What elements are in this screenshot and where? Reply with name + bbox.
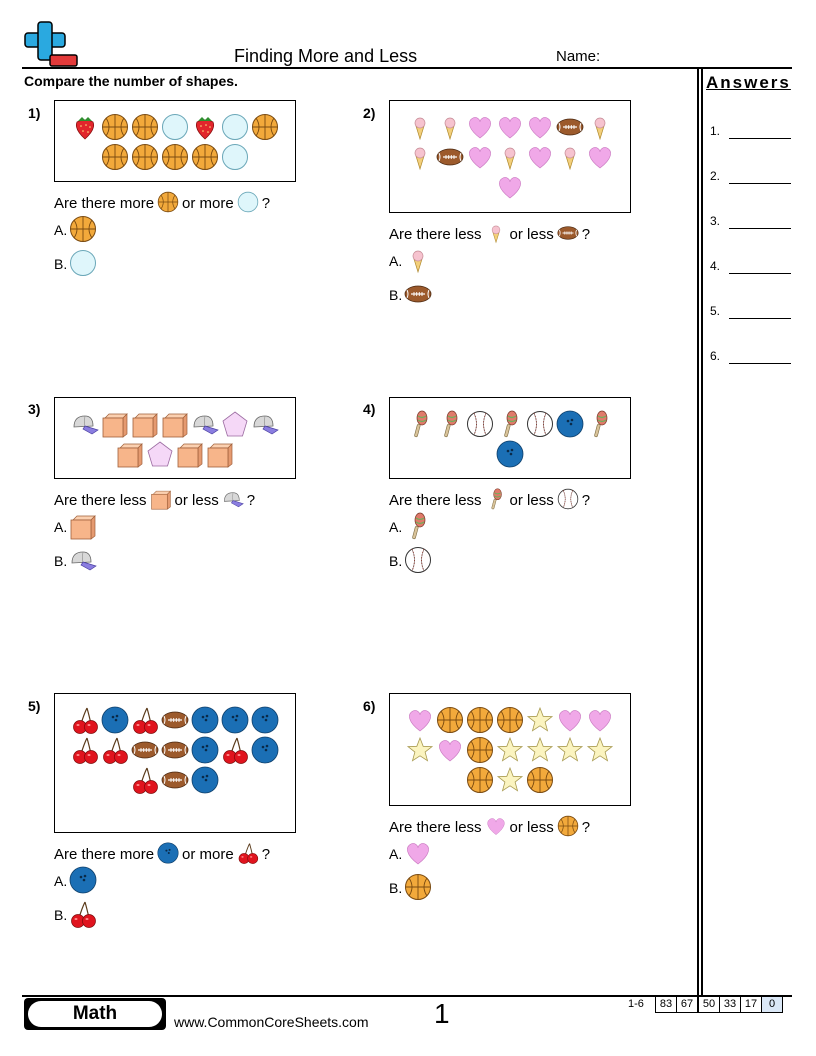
circle-icon [221, 143, 249, 176]
prompt-middle: or less [174, 492, 219, 509]
basketball-icon [466, 706, 494, 739]
option-b[interactable] [54, 900, 97, 931]
prompt-middle: or more [182, 846, 234, 863]
football-icon [404, 280, 432, 311]
option-b-label: B. [389, 880, 403, 896]
cube-icon [150, 488, 172, 514]
cube-icon [131, 410, 159, 443]
bowling-ball-icon [556, 410, 584, 443]
cap-icon [71, 410, 99, 443]
heart-icon [436, 736, 464, 769]
basketball-icon [69, 215, 97, 246]
football-icon [556, 113, 584, 146]
question-number: 5) [28, 698, 41, 714]
cherries-icon [131, 706, 159, 739]
maraca-icon [404, 512, 432, 543]
option-a[interactable] [389, 246, 432, 277]
heart-icon [485, 815, 507, 841]
star-icon [406, 736, 434, 769]
shape-group-box [54, 397, 296, 479]
basketball-icon [131, 113, 159, 146]
ice-cream-icon [436, 113, 464, 146]
question-number: 6) [363, 698, 376, 714]
cherries-icon [131, 766, 159, 799]
bowling-ball-icon [101, 706, 129, 739]
pentagon-icon [221, 410, 249, 443]
star-icon [556, 736, 584, 769]
prompt-start: Are there less [54, 492, 147, 509]
option-b-label: B. [54, 907, 68, 923]
cube-icon [101, 410, 129, 443]
bowling-ball-icon [496, 440, 524, 473]
shape-group-box [389, 693, 631, 806]
cherries-icon [69, 900, 97, 931]
basketball-icon [466, 766, 494, 799]
option-b[interactable] [54, 249, 97, 280]
option-b-label: B. [54, 553, 68, 569]
heart-icon [496, 113, 524, 146]
cube-icon [176, 440, 204, 473]
star-icon [496, 736, 524, 769]
answer-blank[interactable] [729, 228, 791, 229]
plus-minus-logo-icon [24, 22, 78, 68]
strawberry-icon [71, 113, 99, 146]
cherries-icon [101, 736, 129, 769]
maraca-icon [436, 410, 464, 443]
star-icon [526, 736, 554, 769]
heart-icon [466, 143, 494, 176]
score-cell: 17 [740, 996, 762, 1013]
prompt-start: Are there less [389, 226, 482, 243]
basketball-icon [436, 706, 464, 739]
football-icon [436, 143, 464, 176]
answer-number: 6. [710, 349, 721, 363]
maraca-icon [586, 410, 614, 443]
star-icon [526, 706, 554, 739]
answers-title: Answers [706, 73, 791, 92]
score-cell: 33 [719, 996, 741, 1013]
answer-blank[interactable] [729, 183, 791, 184]
option-a[interactable] [54, 512, 97, 543]
heart-icon [526, 143, 554, 176]
question-prompt [54, 488, 255, 514]
basketball-icon [404, 873, 432, 904]
cherries-icon [237, 842, 259, 868]
pentagon-icon [146, 440, 174, 473]
heart-icon [404, 839, 432, 870]
answer-blank[interactable] [729, 318, 791, 319]
prompt-start: Are there less [389, 492, 482, 509]
football-icon [131, 736, 159, 769]
heart-icon [586, 143, 614, 176]
heart-icon [556, 706, 584, 739]
circle-icon [237, 191, 259, 217]
heart-icon [406, 706, 434, 739]
option-b-label: B. [389, 287, 403, 303]
option-a-label: A. [389, 846, 403, 862]
prompt-end: ? [261, 846, 271, 863]
basketball-icon [157, 191, 179, 217]
option-b[interactable] [54, 546, 97, 577]
score-cell: 83 [655, 996, 677, 1013]
answer-number: 5. [710, 304, 721, 318]
basketball-icon [557, 815, 579, 841]
bowling-ball-icon [69, 866, 97, 897]
question-number: 4) [363, 401, 376, 417]
circle-icon [161, 113, 189, 146]
football-icon [161, 736, 189, 769]
option-b[interactable] [389, 873, 432, 904]
heart-icon [466, 113, 494, 146]
question-number: 2) [363, 105, 376, 121]
question-prompt [54, 842, 270, 868]
football-icon [557, 222, 579, 248]
instruction: Compare the number of shapes. [24, 73, 238, 89]
basketball-icon [131, 143, 159, 176]
cube-icon [161, 410, 189, 443]
football-icon [161, 706, 189, 739]
ice-cream-icon [586, 113, 614, 146]
prompt-end: ? [581, 819, 591, 836]
score-range: 1-6 [628, 998, 644, 1010]
prompt-end: ? [246, 492, 256, 509]
circle-icon [69, 249, 97, 280]
option-b[interactable] [389, 546, 432, 577]
cherries-icon [71, 706, 99, 739]
page-number: 1 [434, 998, 450, 1029]
prompt-start: Are there more [54, 195, 155, 212]
maraca-icon [485, 488, 507, 514]
bowling-ball-icon [251, 706, 279, 739]
basketball-icon [251, 113, 279, 146]
name-label: Name: [556, 48, 601, 65]
answer-number: 2. [710, 169, 721, 183]
cap-icon [222, 488, 244, 514]
prompt-start: Are there more [54, 846, 155, 863]
heart-icon [526, 113, 554, 146]
subject-badge [24, 998, 166, 1030]
basketball-icon [101, 113, 129, 146]
question-number: 3) [28, 401, 41, 417]
cube-icon [116, 440, 144, 473]
option-b[interactable] [389, 280, 432, 311]
basketball-icon [161, 143, 189, 176]
answer-column-divider-2 [701, 67, 703, 995]
answer-blank[interactable] [729, 138, 791, 139]
basketball-icon [101, 143, 129, 176]
option-a-label: A. [389, 519, 403, 535]
baseball-icon [404, 546, 432, 577]
cube-icon [206, 440, 234, 473]
question-prompt [54, 191, 270, 217]
option-a[interactable] [54, 215, 97, 246]
answer-blank[interactable] [729, 273, 791, 274]
heart-icon [496, 173, 524, 206]
prompt-middle: or more [182, 195, 234, 212]
cube-icon [69, 512, 97, 543]
basketball-icon [191, 143, 219, 176]
subject-label: Math [28, 1001, 162, 1027]
option-a[interactable] [389, 512, 432, 543]
score-cell: 0 [761, 996, 783, 1013]
score-table [656, 996, 783, 1013]
shape-group-box [54, 100, 296, 182]
cherries-icon [221, 736, 249, 769]
cherries-icon [71, 736, 99, 769]
football-icon [161, 766, 189, 799]
basketball-icon [526, 766, 554, 799]
shape-group-box [389, 397, 631, 479]
shape-group-box [389, 100, 631, 213]
prompt-end: ? [581, 226, 591, 243]
star-icon [496, 766, 524, 799]
option-a-label: A. [389, 253, 403, 269]
star-icon [586, 736, 614, 769]
prompt-middle: or less [509, 226, 554, 243]
prompt-middle: or less [509, 492, 554, 509]
answer-number: 3. [710, 214, 721, 228]
score-cell: 67 [676, 996, 698, 1013]
bowling-ball-icon [191, 766, 219, 799]
option-a[interactable] [54, 866, 97, 897]
ice-cream-icon [406, 143, 434, 176]
option-b-label: B. [54, 256, 68, 272]
option-b-label: B. [389, 553, 403, 569]
ice-cream-icon [556, 143, 584, 176]
ice-cream-icon [406, 113, 434, 146]
option-a-label: A. [54, 519, 68, 535]
prompt-middle: or less [509, 819, 554, 836]
score-cell: 50 [697, 996, 720, 1013]
baseball-icon [466, 410, 494, 443]
website-link[interactable]: www.CommonCoreSheets.com [174, 1014, 369, 1030]
heart-icon [586, 706, 614, 739]
bowling-ball-icon [251, 736, 279, 769]
bowling-ball-icon [157, 842, 179, 868]
page-title: Finding More and Less [234, 46, 418, 66]
basketball-icon [496, 706, 524, 739]
ice-cream-icon [404, 246, 432, 277]
bowling-ball-icon [221, 706, 249, 739]
maraca-icon [496, 410, 524, 443]
answer-number: 1. [710, 124, 721, 138]
circle-icon [221, 113, 249, 146]
baseball-icon [557, 488, 579, 514]
question-prompt [389, 222, 590, 248]
answer-column-divider-1 [697, 67, 699, 995]
option-a-label: A. [54, 222, 68, 238]
header-rule [22, 67, 792, 69]
bowling-ball-icon [191, 706, 219, 739]
baseball-icon [526, 410, 554, 443]
option-a[interactable] [389, 839, 432, 870]
option-a-label: A. [54, 873, 68, 889]
cap-icon [191, 410, 219, 443]
question-prompt [389, 488, 590, 514]
shape-group-box [54, 693, 296, 833]
prompt-start: Are there less [389, 819, 482, 836]
question-prompt [389, 815, 590, 841]
logo [24, 22, 78, 68]
basketball-icon [466, 736, 494, 769]
cap-icon [69, 546, 97, 577]
bowling-ball-icon [191, 736, 219, 769]
ice-cream-icon [496, 143, 524, 176]
answer-number: 4. [710, 259, 721, 273]
question-number: 1) [28, 105, 41, 121]
answer-blank[interactable] [729, 363, 791, 364]
ice-cream-icon [485, 222, 507, 248]
prompt-end: ? [261, 195, 271, 212]
maraca-icon [406, 410, 434, 443]
prompt-end: ? [581, 492, 591, 509]
strawberry-icon [191, 113, 219, 146]
cap-icon [251, 410, 279, 443]
